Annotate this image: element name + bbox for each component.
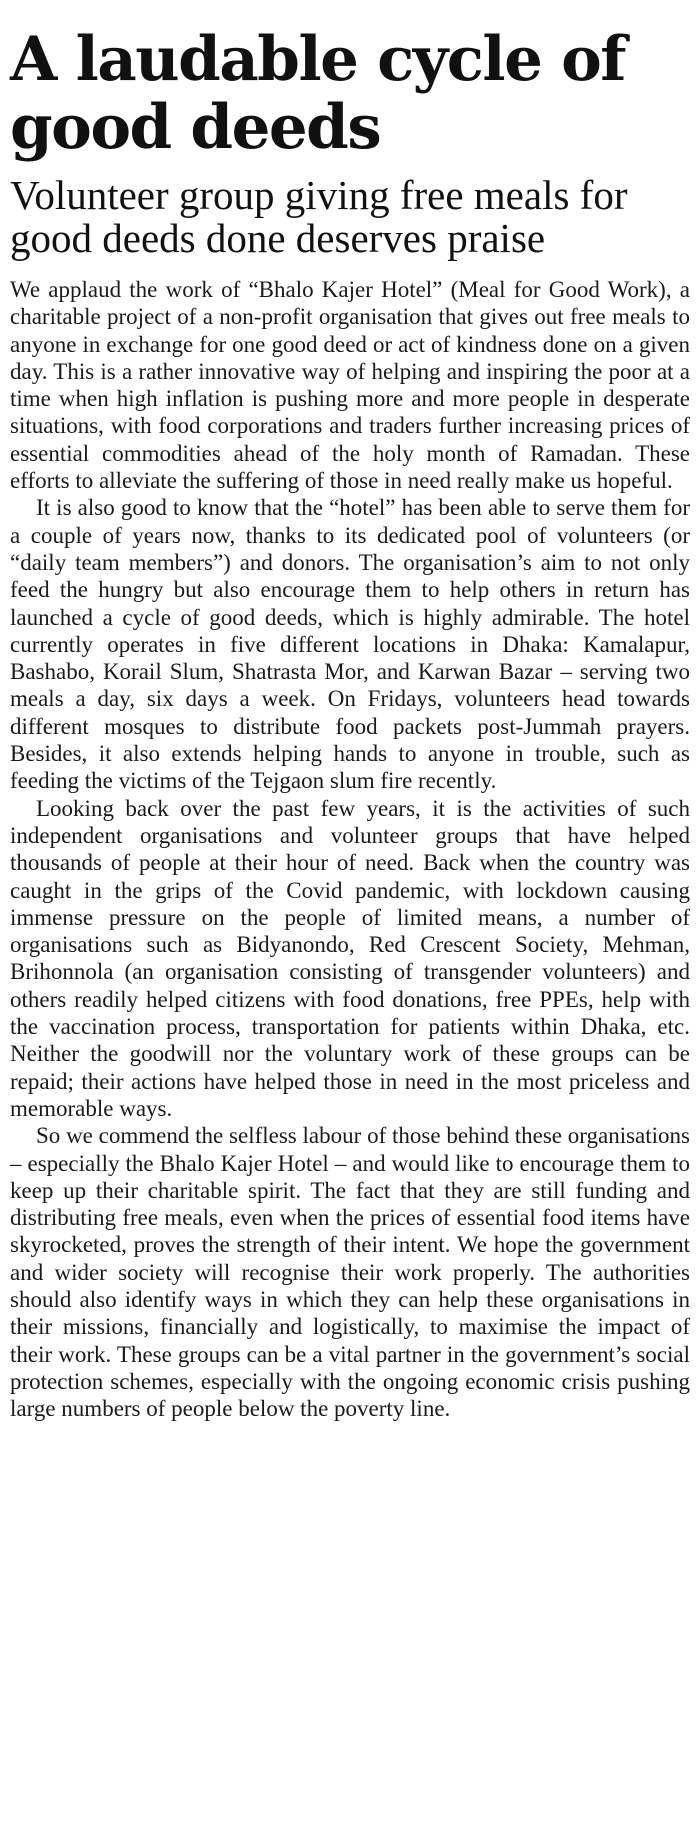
body-paragraph: We applaud the work of “Bhalo Kajer Hotel” (Meal for Good Work), a charitable project of a non-profit organisation that gives out free meals to anyone in exchange for one good deed or act of kindness done on a given day. This is a rather innovative way of helping and inspiring the poor at a time when high inflation is pushing more and more people in desperate situations, with food corporations and traders further increasing prices of essential commodities ahead of the holy month of Ramadan. These efforts to alleviate the suffering of those in need really make us hopeful. xyxy=(10,277,690,494)
body-paragraph: It is also good to know that the “hotel” has been able to serve them for a couple of years now, thanks to its dedicated pool of volunteers (or “daily team members”) and donors. The organisation’s aim to not only feed the hungry but also encourage them to help others in return has launched a cycle of good deeds, which is highly admirable. The hotel currently operates in five different locations in Dhaka: Kamalapur, Bashabo, Korail Slum, Shatrasta Mor, and Karwan Bazar – serving two meals a day, six days a week. On Fridays, volunteers head towards different mosques to distribute food packets post-Jummah prayers. Besides, it also extends helping hands to anyone in trouble, such as feeding the victims of the Tejgaon slum fire recently. xyxy=(10,495,690,794)
headline: A laudable cycle of good deeds xyxy=(10,24,626,163)
article-body xyxy=(10,276,690,1422)
subheadline: Volunteer group giving free meals for good deeds done deserves praise xyxy=(10,172,628,261)
body-paragraph: Looking back over the past few years, it is the activities of such independent organisations and volunteer groups that have helped thousands of people at their hour of need. Back when the country was caught in the grips of the Covid pandemic, with lockdown causing immense pressure on the people of limited means, a number of organisations such as Bidyanondo, Red Crescent Society, Mehman, Brihonnola (an organisation consisting of transgender volunteers) and others readily helped citizens with food donations, free PPEs, help with the vaccination process, transportation for patients within Dhaka, etc. Neither the goodwill nor the voluntary work of these groups can be repaid; their actions have helped those in need in the most priceless and memorable ways. xyxy=(10,795,690,1121)
body-paragraph: So we commend the selfless labour of those behind these organisations – especially the Bhalo Kajer Hotel – and would like to encourage them to keep up their charitable spirit. The fact that they are still funding and distributing free meals, even when the prices of essential food items have skyrocketed, proves the strength of their intent. We hope the government and wider society will recognise their work properly. The authorities should also identify ways in which they can help these organisations in their missions, financially and logistically, to maximise the impact of their work. These groups can be a vital partner in the government’s social protection schemes, especially with the ongoing economic crisis pushing large numbers of people below the poverty line. xyxy=(10,1123,690,1422)
